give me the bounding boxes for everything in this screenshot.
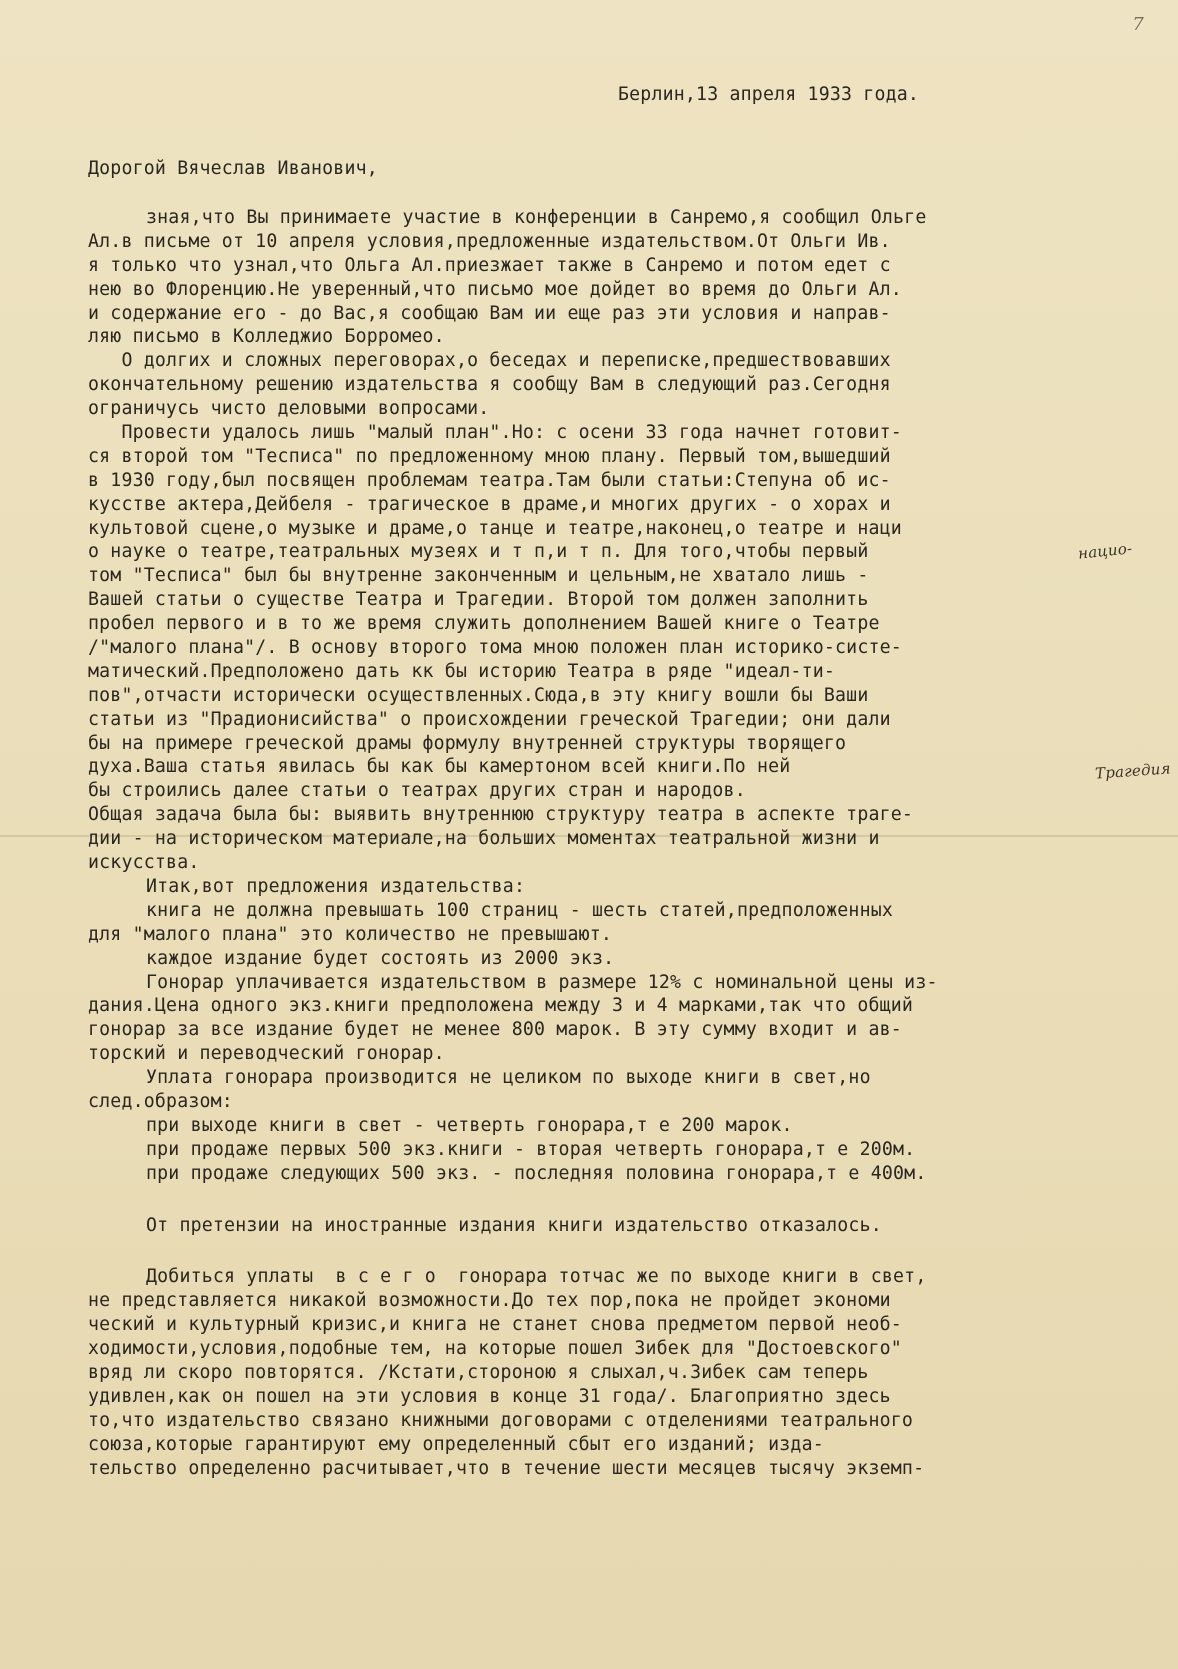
- text-line: ляю письмо в Колледжио Борромео.: [88, 326, 445, 348]
- text-line: ческий и культурный кризис,и книга не станет снова предметом первой необ-: [88, 1314, 902, 1336]
- date-line: Берлин,13 апреля 1933 года.: [618, 84, 920, 105]
- text-line: и содержание его - до Вас,я сообщаю Вам ии еще раз эти условия и направ-: [88, 302, 891, 324]
- text-line: пробел первого и в то же время служить дополнением Вашей книге о Театре: [88, 613, 880, 635]
- text-line: ограничусь чисто деловыми вопросами.: [88, 398, 490, 420]
- text-line: Вашей статьи о существе Театра и Трагедии. Второй том должен заполнить: [88, 589, 869, 611]
- text-line: культовой сцене,о музыке и драме,о танце и театре,наконец,о театре и наци: [88, 517, 902, 539]
- page-number: 7: [1132, 14, 1144, 35]
- text-line: Гонорар уплачивается издательством в размере 12% с номинальной цены из-: [146, 971, 938, 993]
- text-line: бы на примере греческой драмы формулу внутренней структуры творящего: [88, 732, 847, 754]
- text-line: Провести удалось лишь "малый план".Но: с осени 33 года начнет готовит-: [88, 422, 902, 444]
- text-line: Добиться уплаты в с е г о гонорара тотчас же по выходе книги в свет,: [146, 1266, 927, 1288]
- text-line: удивлен,как он пошел на эти условия в конце 31 года/. Благоприятно здесь: [88, 1385, 891, 1407]
- text-line: том "Тесписа" был бы внутренне законченным и цельным,не хватало лишь -: [88, 565, 869, 587]
- text-line: матический.Предположено дать кк бы историю Театра в ряде "идеал-ти-: [88, 660, 836, 682]
- text-line: дии - на историческом материале,на больших моментах театральной жизни и: [88, 828, 880, 850]
- text-line: дания.Цена одного экз.книги предположена между 3 и 4 марками,так что общий: [88, 995, 914, 1017]
- text-line: при продаже следующих 500 экз. - последняя половина гонорара,т е 400м.: [146, 1162, 927, 1184]
- text-line: ходимости,условия,подобные тем, на которые пошел Зибек для "Достоевского": [88, 1338, 902, 1360]
- text-line: я только что узнал,что Ольга Ал.приезжает также в Санремо и потом едет с: [88, 254, 891, 276]
- text-line: вряд ли скоро повторятся. /Кстати,стороною я слыхал,ч.Зибек сам теперь: [88, 1361, 869, 1383]
- text-line: о науке о театре,театральных музеях и т п,и т п. Для того,чтобы первый: [88, 541, 869, 563]
- text-line: статьи из "Прадионисийства" о происхождении греческой Трагедии; они дали: [88, 708, 891, 730]
- text-line: искусства.: [88, 852, 200, 874]
- margin-note: Трагедия: [1094, 759, 1172, 783]
- text-line: От претензии на иностранные издания книги издательство отказалось.: [146, 1214, 882, 1236]
- text-line: пов",отчасти исторически осуществленных.Сюда,в эту книгу вошли бы Ваши: [88, 684, 869, 706]
- paragraph-gap: [88, 1237, 1148, 1265]
- text-line: каждое издание будет состоять из 2000 экз.: [146, 947, 615, 969]
- text-line: /"малого плана"/. В основу второго тома мною положен план историко-систе-: [88, 637, 902, 659]
- letter-body: [88, 206, 1148, 1480]
- text-line: Уплата гонорара производится не целиком по выходе книги в свет,но: [146, 1067, 871, 1089]
- margin-note: нацио-: [1077, 539, 1134, 563]
- salutation: Дорогой Вячеслав Иванович,: [88, 158, 378, 179]
- text-line: тельство определенно расчитывает,что в течение шести месяцев тысячу экземп-: [88, 1457, 925, 1479]
- text-line: в 1930 году,был посвящен проблемам театра.Там были статьи:Степуна об ис-: [88, 469, 891, 491]
- text-line: О долгих и сложных переговорах,о беседах и переписке,предшествовавших: [88, 350, 891, 372]
- text-line: при выходе книги в свет - четверть гонорара,т е 200 марок.: [146, 1114, 793, 1136]
- text-line: союза,которые гарантируют ему определенный сбыт его изданий; изда-: [88, 1433, 824, 1455]
- text-line: книга не должна превышать 100 страниц - шесть статей,предположенных: [146, 899, 894, 921]
- text-line: при продаже первых 500 экз.книги - вторая четверть гонорара,т е 200м.: [146, 1138, 916, 1160]
- text-line: духа.Ваша статья явилась бы как бы камертоном всей книги.По ней: [88, 756, 791, 778]
- text-line: Итак,вот предложения издательства:: [146, 875, 526, 897]
- text-line: нею во Флоренцию.Не уверенный,что письмо мое дойдет во время до Ольги Ал.: [88, 278, 902, 300]
- text-line: бы строились далее статьи о театрах других стран и народов.: [88, 780, 746, 802]
- text-line: для "малого плана" это количество не превышают.: [88, 923, 613, 945]
- text-line: кусстве актера,Дейбеля - трагическое в драме,и многих других - о хорах и: [88, 493, 891, 515]
- text-line: окончательному решению издательства я сообщу Вам в следующий раз.Сегодня: [88, 374, 891, 396]
- paragraph-gap: [88, 1186, 1148, 1214]
- text-line: гонорар за все издание будет не менее 800 марок. В эту сумму входит и ав-: [88, 1019, 902, 1041]
- text-line: то,что издательство связано книжными договорами с отделениями театрального: [88, 1409, 914, 1431]
- text-line: зная,что Вы принимаете участие в конференции в Санремо,я сообщил Ольге: [146, 207, 927, 228]
- text-line: не представляется никакой возможности.До тех пор,пока не пройдет экономи: [88, 1290, 891, 1312]
- text-line: Общая задача была бы: выявить внутреннюю структуру театра в аспекте траге-: [88, 804, 914, 826]
- text-line: торский и переводческий гонорар.: [88, 1043, 445, 1065]
- text-line: след.образом:: [88, 1090, 233, 1112]
- text-line: ся второй том "Тесписа" по предложенному мною плану. Первый том,вышедший: [88, 445, 891, 467]
- text-line: Ал.в письме от 10 апреля условия,предложенные издательством.От Ольги Ив.: [88, 230, 891, 252]
